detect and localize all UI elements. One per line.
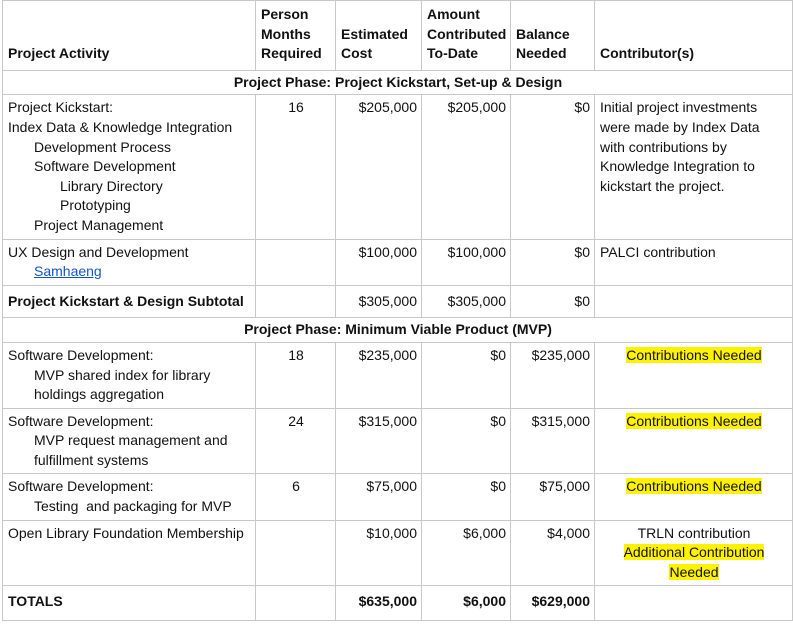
balance-cell: $315,000	[511, 408, 595, 474]
table-row	[3, 239, 793, 285]
activity-subitem: MVP shared index for library holdings aggregation	[34, 366, 211, 403]
contributor-cell	[595, 586, 793, 621]
activity-subitem: MVP request management and fulfillment systems	[34, 432, 228, 468]
activity-title: Software Development:	[8, 346, 154, 363]
header-person-months: Person Months Required	[256, 1, 336, 71]
balance-cell: $629,000	[511, 586, 595, 621]
months-cell	[256, 586, 336, 621]
contributor-cell: Initial project investments were made by Index Data with contributions by Knowledge Integration to kickstart the project.	[595, 95, 793, 239]
phase-title: Project Phase: Project Kickstart, Set-up & Design	[3, 70, 793, 95]
totals-label: TOTALS	[3, 586, 256, 621]
contributions-needed-highlight: Contributions Needed	[626, 478, 762, 495]
table-row	[3, 408, 793, 474]
budget-table	[2, 0, 793, 621]
phase-header-mvp	[3, 318, 793, 343]
table-row	[3, 520, 793, 586]
activity-subsubitem: Prototyping	[60, 197, 131, 214]
header-estimated-cost: Estimated Cost	[336, 1, 422, 71]
cost-cell: $635,000	[336, 586, 422, 621]
activity-subsubitem: Library Directory	[60, 177, 163, 194]
table-row	[3, 95, 793, 239]
activity-line: Index Data & Knowledge Integration	[8, 118, 233, 135]
header-row	[3, 1, 793, 71]
months-cell	[256, 285, 336, 318]
totals-row	[3, 586, 793, 621]
contributor-cell	[595, 520, 793, 586]
contributions-needed-highlight: Contributions Needed	[626, 412, 762, 429]
header-amount-contributed: Amount Contributed To-Date	[422, 1, 511, 71]
activity-title: Project Kickstart:	[8, 99, 114, 116]
cost-cell: $75,000	[336, 474, 422, 520]
contributed-cell: $0	[422, 474, 511, 520]
contributor-cell	[595, 285, 793, 318]
contributed-cell: $100,000	[422, 239, 511, 285]
cost-cell: $315,000	[336, 408, 422, 474]
contributed-cell: $205,000	[422, 95, 511, 239]
balance-cell: $4,000	[511, 520, 595, 586]
cost-cell: $100,000	[336, 239, 422, 285]
contributed-cell: $6,000	[422, 520, 511, 586]
contributed-cell: $6,000	[422, 586, 511, 621]
activity-subitem: Testing and packaging for MVP	[34, 498, 232, 515]
contributed-cell: $0	[422, 408, 511, 474]
months-cell	[256, 239, 336, 285]
contributor-cell	[595, 342, 793, 408]
contributed-cell: $0	[422, 342, 511, 408]
months-cell: 18	[256, 342, 336, 408]
contributor-cell	[595, 474, 793, 520]
header-contributors: Contributor(s)	[595, 1, 793, 71]
trln-contribution: TRLN contribution	[637, 524, 751, 541]
months-cell: 16	[256, 95, 336, 239]
subtotal-row	[3, 285, 793, 318]
activity-cell	[3, 408, 256, 474]
samhaeng-link[interactable]: Samhaeng	[34, 263, 102, 280]
balance-cell: $0	[511, 285, 595, 318]
header-project-activity: Project Activity	[3, 1, 256, 71]
activity-title: Software Development:	[8, 412, 154, 429]
contributions-needed-highlight: Contributions Needed	[626, 346, 762, 363]
balance-cell: $0	[511, 95, 595, 239]
subtotal-label: Project Kickstart & Design Subtotal	[3, 285, 256, 318]
balance-cell: $235,000	[511, 342, 595, 408]
months-cell: 6	[256, 474, 336, 520]
balance-cell: $0	[511, 239, 595, 285]
months-cell	[256, 520, 336, 586]
activity-cell	[3, 239, 256, 285]
activity-title: Software Development:	[8, 478, 154, 495]
phase-title: Project Phase: Minimum Viable Product (MVP)	[3, 318, 793, 343]
activity-cell	[3, 95, 256, 239]
activity-title: UX Design and Development	[8, 243, 189, 260]
contributed-cell: $305,000	[422, 285, 511, 318]
phase-header-kickstart	[3, 70, 793, 95]
activity-subitem: Development Process	[34, 138, 171, 155]
activity-subitem: Project Management	[34, 216, 164, 233]
activity-cell	[3, 342, 256, 408]
contributor-cell: PALCI contribution	[595, 239, 793, 285]
activity-cell: Open Library Foundation Membership	[3, 520, 256, 586]
additional-contribution-highlight: Additional Contribution Needed	[623, 544, 765, 580]
cost-cell: $305,000	[336, 285, 422, 318]
cost-cell: $205,000	[336, 95, 422, 239]
balance-cell: $75,000	[511, 474, 595, 520]
activity-cell	[3, 474, 256, 520]
months-cell: 24	[256, 408, 336, 474]
contributor-cell	[595, 408, 793, 474]
table-row	[3, 474, 793, 520]
header-balance-needed: Balance Needed	[511, 1, 595, 71]
activity-subitem: Software Development	[34, 158, 176, 175]
table-row	[3, 342, 793, 408]
cost-cell: $10,000	[336, 520, 422, 586]
cost-cell: $235,000	[336, 342, 422, 408]
